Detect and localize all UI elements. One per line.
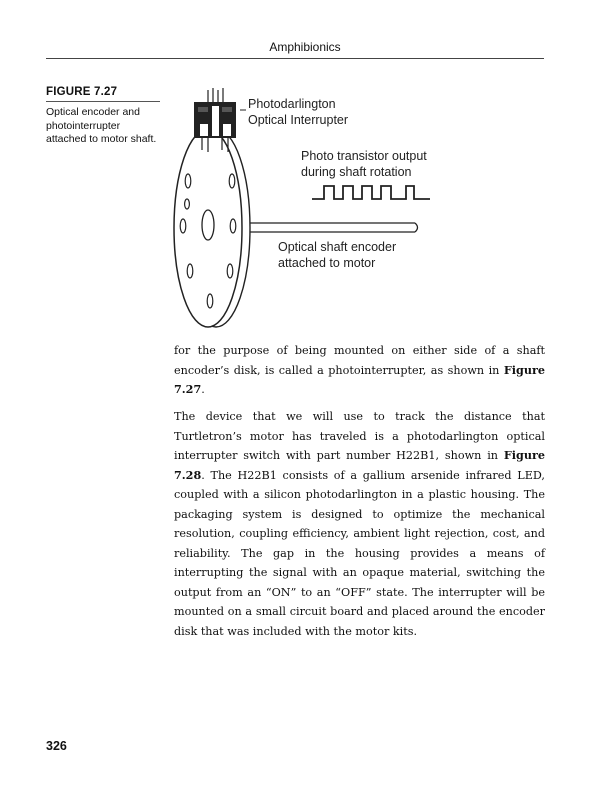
paragraph-2-text-b: . The H22B1 consists of a gallium arsenide infrared LED, coupled with a silicon photodarlington in a plastic housing. The packaging system is designed to optimize the mechanical resolution, coupling efficiency, ambient light rejection, cost, and reliability. The gap in the housing provides a means of interrupting the signal with an opaque material, switching the output from an “ON” to an “OFF” state. The interrupter will be mounted on a small circuit board and placed around the encoder disk that was included with the motor kits. [174, 468, 545, 638]
paragraph-1-end: . [201, 383, 205, 396]
output-callout-line1: Photo transistor output [301, 149, 427, 163]
interrupter-callout-line2: Optical Interrupter [248, 113, 349, 127]
figure-label-rule [46, 101, 160, 102]
encoder-callout-line1: Optical shaft encoder [278, 240, 397, 254]
output-waveform [312, 186, 430, 199]
running-head: Amphibionics [269, 40, 341, 54]
interrupter-callout-line1: Photodarlington [248, 97, 336, 111]
encoder-figure [160, 80, 450, 330]
encoder-hub [202, 210, 214, 240]
motor-shaft [232, 223, 418, 232]
paragraph-2-text-a: The device that we will use to track the distance that Turtletron’s motor has traveled is a photodarlington optical interrupter switch with part number H22B1, shown in [174, 410, 545, 462]
figure-7-28-reference: Figure 7.28 [174, 448, 545, 482]
figure-label: FIGURE 7.27 [46, 86, 118, 98]
figure-7-27-reference: Figure 7.27 [174, 362, 545, 396]
encoder-callout-line2: attached to motor [278, 256, 376, 270]
body-paragraph-2 [174, 407, 545, 641]
output-callout-line2: during shaft rotation [301, 165, 412, 179]
paragraph-1-text: for the purpose of being mounted on either side of a shaft encoder’s disk, is called a photointerrupter, as shown in [174, 344, 545, 377]
figure-caption: Optical encoder and photointerrupter attached to motor shaft. [46, 106, 157, 145]
page-number: 326 [46, 739, 67, 753]
header-rule [46, 58, 544, 59]
body-paragraph-1 [174, 341, 545, 400]
